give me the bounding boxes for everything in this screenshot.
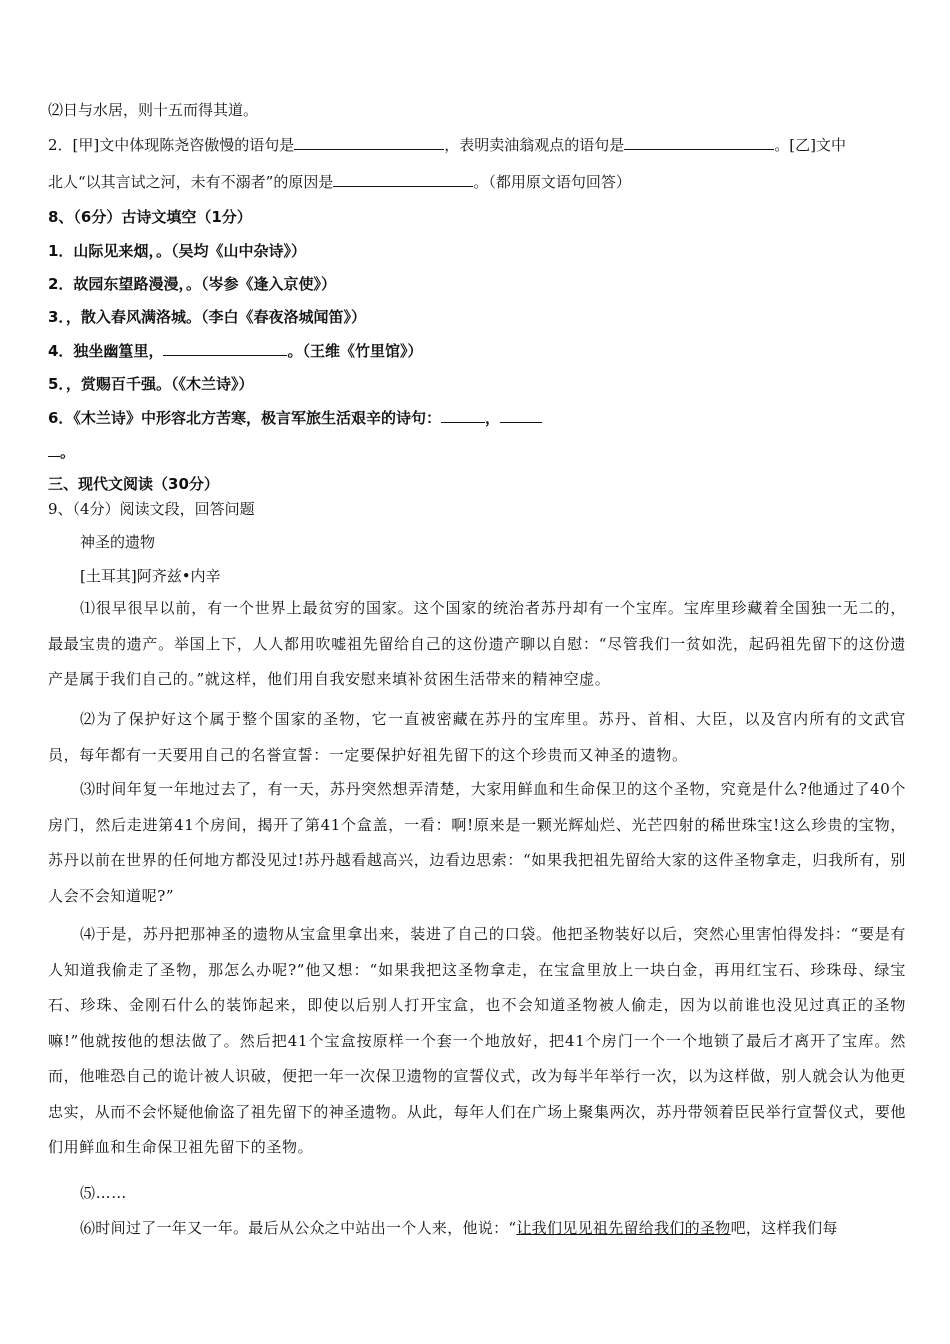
answer-blank[interactable] [441,408,485,423]
q8-item-6 [48,408,542,428]
q7-2-text-c: 。[乙]文中 [774,136,846,154]
q8-item-4-source: 。（王维《竹里馆》） [287,342,423,360]
q8-item-6-text: 6．《木兰诗》中形容北方苦寒，极言军旅生活艰辛的诗句： [48,409,441,427]
q8-item-2: 2．故园东望路漫漫，。（岑参《逢入京使》） [48,275,336,293]
q7-question-2-line1 [48,135,846,155]
answer-blank[interactable] [500,408,542,423]
q8-item-4-text: 4．独坐幽篁里， [48,342,164,360]
article-author: [土耳其]阿齐兹•内辛 [80,567,221,585]
q8-header: 8、（6分）古诗文填空（1分） [48,208,252,226]
article-paragraph-1: ⑴很早很早以前，有一个世界上最贫穷的国家。这个国家的统治者苏丹却有一个宝库。宝库里珍藏着全国独一无二的，最最宝贵的遗产。举国上下，人人都用吹嘘祖先留给自己的这份遗产聊以自慰：“尽管我们一贫如洗，起码祖先留下的这份遗产是属于我们自己的。”就这样，他们用自我安慰来填补贫困生活带来的精神空虚。 [48,599,906,688]
q8-item-6-comma: ， [484,409,500,427]
q7-2-text-e: 。（都用原文语句回答） [473,173,631,191]
q8-item-4 [48,341,422,361]
q9-header: 9、（4分）阅读文段，回答问题 [48,500,255,518]
q7-question-2-line2 [48,172,631,192]
answer-blank[interactable] [48,442,60,457]
article-paragraph-3: ⑶时间年复一年地过去了，有一天，苏丹突然想弄清楚，大家用鲜血和生命保卫的这个圣物，究竟是什么?他通过了40个房门，然后走进第41个房间，揭开了第41个盒盖，一看：啊!原来是一颗光辉灿烂、光芒四射的稀世珠宝!这么珍贵的宝物，苏丹以前在世界的任何地方都没见过!苏丹越看越高兴，边看边思索：“如果我把祖先留给大家的这件圣物拿走，归我所有，别人会不会知道呢?” [48,780,906,905]
paragraph-6-text-b: 吧，这样我们每 [730,1219,838,1237]
q8-item-6-period: 。 [60,443,76,461]
section-3-heading: 三、现代文阅读（30分） [48,475,219,493]
paragraph-6-text-a: ⑹时间过了一年又一年。最后从公众之中站出一个人来，他说：“ [80,1219,517,1237]
q7-2-text-d: 北人“以其言试之河，未有不溺者”的原因是 [48,173,334,191]
q7-item-2: ⑵日与水居，则十五而得其道。 [48,101,259,119]
q8-item-3: 3．，散入春风满洛城。（李白《春夜洛城闻笛》） [48,308,366,326]
answer-blank[interactable] [294,135,444,150]
article-paragraph-2: ⑵为了保护好这个属于整个国家的圣物，它一直被密藏在苏丹的宝库里。苏丹、首相、大臣，以及宫内所有的文武官员，每年都有一天要用自己的名誉宣誓：一定要保护好祖先留下的这个珍贵而又神圣的遗物。 [48,710,906,764]
answer-blank[interactable] [333,172,473,187]
article-title: 神圣的遗物 [80,533,156,551]
answer-blank[interactable] [163,341,287,356]
answer-blank[interactable] [624,135,774,150]
article-paragraph-6 [48,1211,906,1247]
q8-item-6-continued [48,442,75,462]
q7-2-text-a: 2．[甲]文中体现陈尧咨傲慢的语句是 [48,136,295,154]
q8-item-1: 1．山际见来烟，。（吴均《山中杂诗》） [48,242,306,260]
underlined-quote: 让我们见见祖先留给我们的圣物 [516,1219,731,1237]
q8-item-5: 5．，赏赐百千强。（《木兰诗》） [48,375,254,393]
q7-2-text-b: ，表明卖油翁观点的语句是 [444,136,625,154]
article-paragraph-5: ⑸…… [80,1184,127,1202]
article-paragraph-4: ⑷于是，苏丹把那神圣的遗物从宝盒里拿出来，装进了自己的口袋。他把圣物装好以后，突然心里害怕得发抖：“要是有人知道我偷走了圣物，那怎么办呢?”他又想：“如果我把这圣物拿走，在宝盒里放上一块白金，再用红宝石、珍珠母、绿宝石、珍珠、金刚石什么的装饰起来，即使以后别人打开宝盒，也不会知道圣物被人偷走，因为以前谁也没见过真正的圣物嘛!”他就按他的想法做了。然后把41个宝盒按原样一个套一个地放好，把41个房门一个一个地锁了最后才离开了宝库。然而，他唯恐自己的诡计被人识破，便把一年一次保卫遗物的宣誓仪式，改为每半年举行一次，以为这样做，别人就会认为他更忠实，从而不会怀疑他偷盗了祖先留下的神圣遗物。从此，每年人们在广场上聚集两次，苏丹带领着臣民举行宣誓仪式，要他们用鲜血和生命保卫祖先留下的圣物。 [48,925,907,1156]
